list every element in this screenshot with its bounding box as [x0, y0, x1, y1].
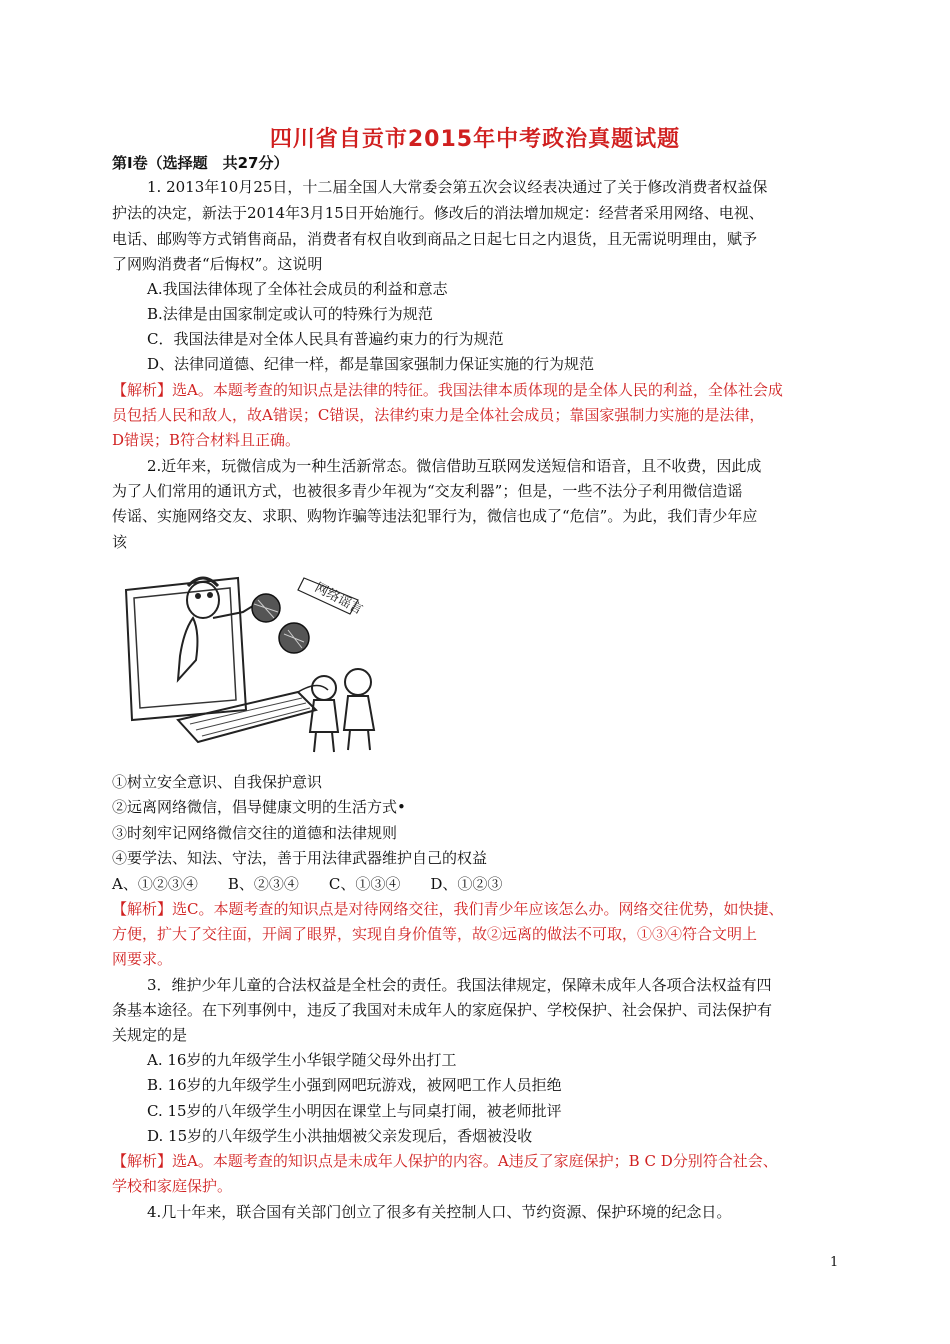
q1-line: 电话、邮购等方式销售商品，消费者有权自收到商品之日起七日之内退货，且无需说明理由，赋予: [112, 230, 758, 248]
q2-item: ①树立安全意识、自我保护意识: [112, 773, 323, 791]
q3-line: 条基本途径。在下列事例中，违反了我国对未成年人的家庭保护、学校保护、社会保护、司法保护有: [112, 1001, 773, 1019]
q2-line: 该: [112, 533, 128, 551]
q1-analysis: 员包括人民和敌人，故A错误；C错误，法律约束力是全体社会成员；靠国家强制力实施的是法律，: [112, 406, 765, 424]
q2-item: ③时刻牢记网络微信交往的道德和法律规则: [112, 824, 398, 842]
section-heading: 第Ⅰ卷（选择题 共27分）: [112, 154, 289, 172]
q2-line: 2.近年来，玩微信成为一种生活新常态。微信借助互联网发送短信和语音，且不收费，因此成: [147, 457, 762, 475]
q1-option: B.法律是由国家制定或认可的特殊行为规范: [147, 305, 433, 323]
cartoon-label: 网络谣言: [312, 580, 366, 618]
q2-line: 传谣、实施网络交友、求职、购物诈骗等违法犯罪行为，微信也成了“危信”。为此，我们青少年应: [112, 507, 758, 525]
q3-analysis: 学校和家庭保护。: [112, 1177, 233, 1195]
cartoon-illustration: [118, 560, 398, 760]
q1-option: A.我国法律体现了全体社会成员的利益和意志: [147, 280, 448, 298]
q1-analysis: 【解析】选A。本题考查的知识点是法律的特征。我国法律本质体现的是全体人民的利益，全体社会成: [112, 381, 783, 399]
q1-option: D、法律同道德、纪律一样，都是靠国家强制力保证实施的行为规范: [147, 355, 595, 373]
q1-line: 护法的决定，新法于2014年3月15日开始施行。修改后的消法增加规定：经营者采用网络、电视、: [112, 204, 764, 222]
page-title: 四川省自贡市2015年中考政治真题试题: [269, 127, 681, 152]
q2-choices: A、①②③④ B、②③④ C、①③④ D、①②③: [112, 875, 503, 893]
q3-line: 关规定的是: [112, 1026, 188, 1044]
q1-option: C．我国法律是对全体人民具有普遍约束力的行为规范: [147, 330, 504, 348]
q3-option: B. 16岁的九年级学生小强到网吧玩游戏，被网吧工作人员拒绝: [147, 1076, 562, 1094]
q2-item: ④要学法、知法、守法，善于用法律武器维护自己的权益: [112, 849, 488, 867]
q2-line: 为了人们常用的通讯方式，也被很多青少年视为“交友利器”；但是，一些不法分子利用微信造谣: [112, 482, 743, 500]
q2-analysis: 方便，扩大了交往面，开阔了眼界，实现自身价值等，故②远离的做法不可取，①③④符合文明上: [112, 925, 758, 943]
page-number: 1: [830, 1255, 839, 1270]
q3-option: C. 15岁的八年级学生小明因在课堂上与同桌打闹，被老师批评: [147, 1102, 562, 1120]
q3-analysis: 【解析】选A。本题考查的知识点是未成年人保护的内容。A违反了家庭保护；B C D分别符合社会、: [112, 1152, 778, 1170]
q1-line: 1. 2013年10月25日，十二届全国人大常委会第五次会议经表决通过了关于修改消费者权益保: [147, 178, 768, 196]
q2-analysis: 网要求。: [112, 950, 173, 968]
q1-analysis: D错误；B符合材料且正确。: [112, 431, 301, 449]
q3-option: A. 16岁的九年级学生小华银学随父母外出打工: [147, 1051, 457, 1069]
q2-analysis: 【解析】选C。本题考查的知识点是对待网络交往，我们青少年应该怎么办。网络交往优势，如快捷、: [112, 900, 784, 918]
q4-line: 4.几十年来，联合国有关部门创立了很多有关控制人口、节约资源、保护环境的纪念日。: [147, 1203, 732, 1221]
q2-item: ②远离网络微信，倡导健康文明的生活方式•: [112, 798, 406, 816]
q1-line: 了网购消费者“后悔权”。这说明: [112, 255, 323, 273]
q3-line: 3．维护少年儿童的合法权益是全杜会的责任。我国法律规定，保障未成年人各项合法权益有四: [147, 976, 772, 994]
q3-option: D. 15岁的八年级学生小洪抽烟被父亲发现后，香烟被没收: [147, 1127, 533, 1145]
